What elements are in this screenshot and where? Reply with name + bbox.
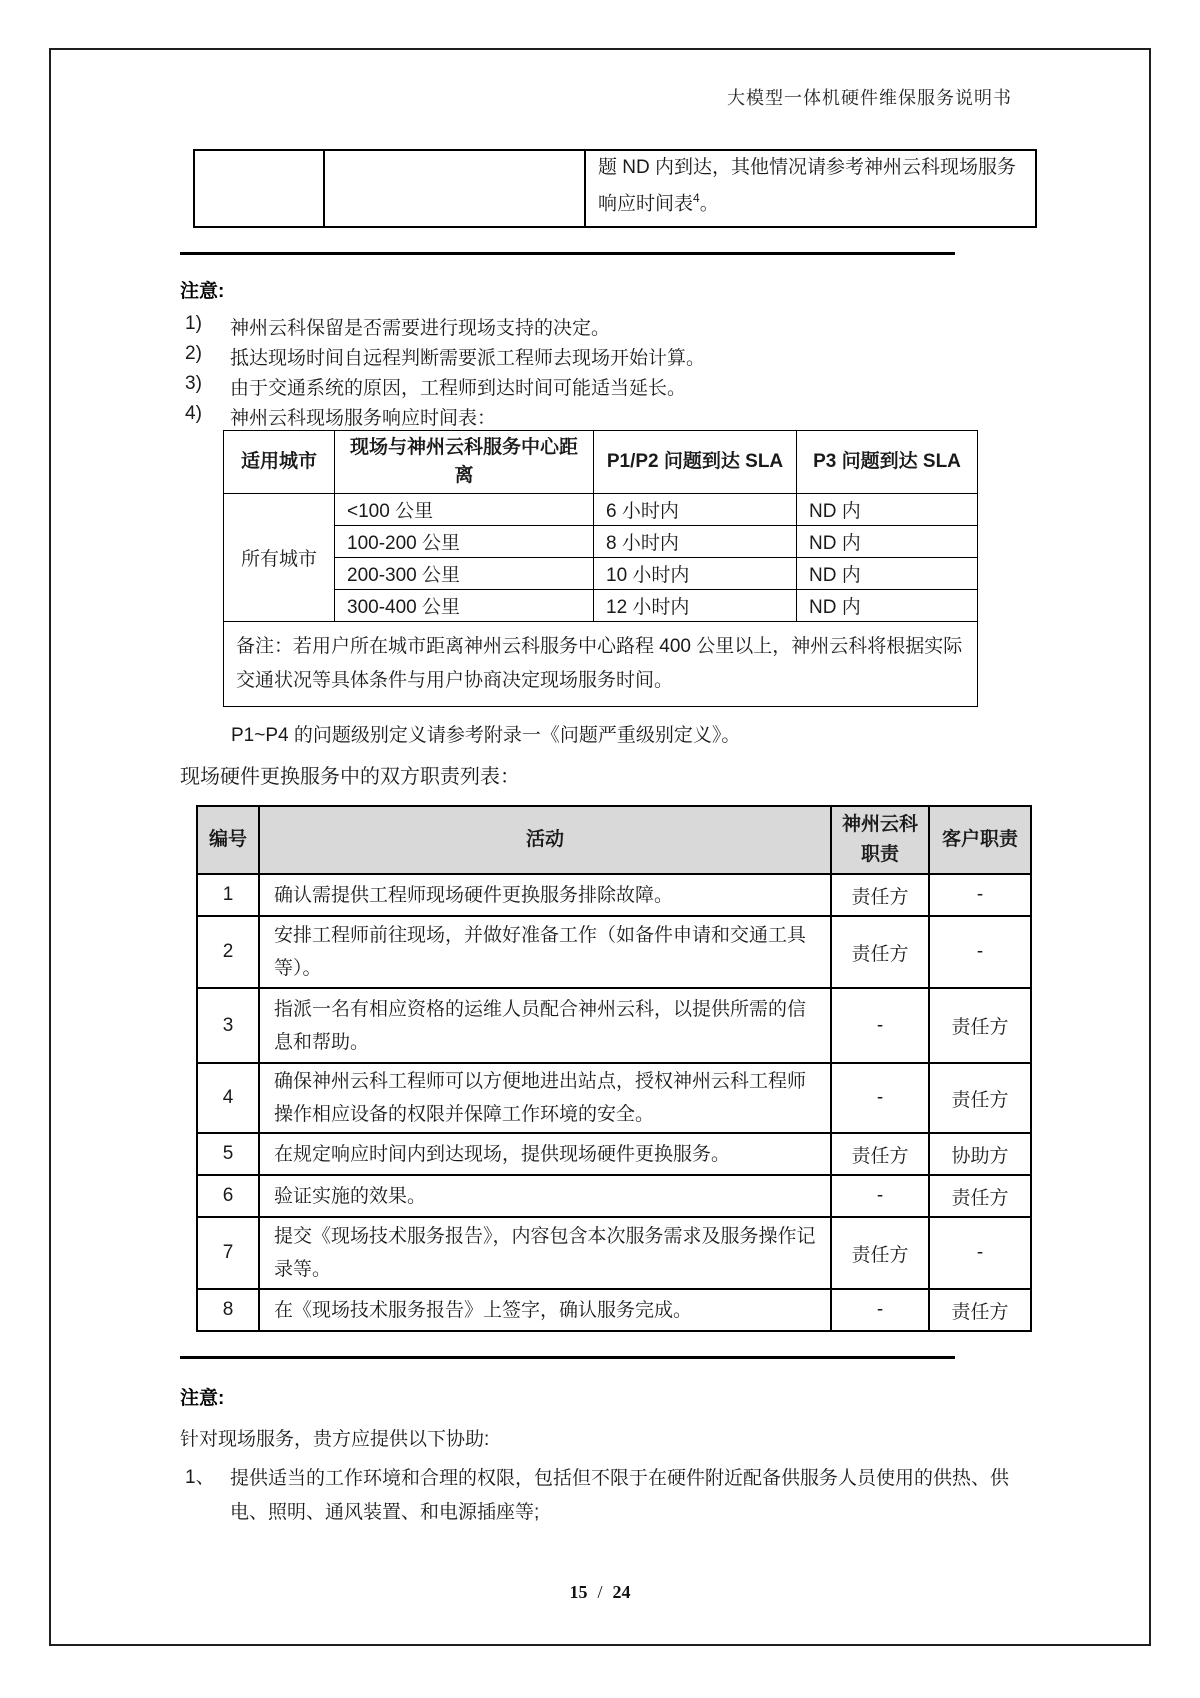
- note-label: 注意:: [180, 281, 225, 302]
- customer-duty-cell: 责任方: [929, 988, 1031, 1063]
- footnote-ref: 4: [693, 191, 700, 205]
- activity-cell: 确保神州云科工程师可以方便地进出站点，授权神州云科工程师操作相应设备的权限并保障工作环境的安全。: [259, 1063, 831, 1133]
- col-header-p3-sla: P3 问题到达 SLA: [797, 431, 978, 494]
- customer-duty-cell: -: [929, 874, 1031, 916]
- table-header-row: [197, 806, 1031, 874]
- dc-duty-cell: 责任方: [831, 1133, 929, 1175]
- p3-cell: ND 内: [797, 526, 978, 558]
- table-row: [197, 1063, 1031, 1133]
- row-number: 3: [197, 988, 259, 1063]
- responsibility-table: [196, 805, 1032, 1332]
- table-row: [224, 590, 978, 622]
- row-number: 5: [197, 1133, 259, 1175]
- list-item-text: 神州云科现场服务响应时间表：: [230, 408, 497, 429]
- responsibility-section-heading: 现场硬件更换服务中的双方职责列表：: [180, 766, 520, 788]
- p12-cell: 8 小时内: [594, 526, 797, 558]
- continued-text-end: 。: [699, 193, 719, 215]
- customer-duty-cell: 协助方: [929, 1133, 1031, 1175]
- p12-cell: 6 小时内: [594, 494, 797, 526]
- col-header-activity: 活动: [259, 806, 831, 874]
- col-header-number: 编号: [197, 806, 259, 874]
- assistance-intro-text: 针对现场服务，贵方应提供以下协助:: [180, 1429, 490, 1450]
- col-header-city: 适用城市: [224, 431, 335, 494]
- dc-duty-cell: -: [831, 1063, 929, 1133]
- dc-duty-cell: -: [831, 1175, 929, 1217]
- section-divider-line: [180, 252, 955, 255]
- page-number-total: 24: [612, 1582, 631, 1602]
- distance-cell: 300-400 公里: [335, 590, 594, 622]
- list-item-number: 4): [185, 403, 202, 424]
- list-item-number: 3): [185, 373, 202, 394]
- city-cell: 所有城市: [224, 494, 335, 622]
- row-number: 2: [197, 916, 259, 988]
- table-header-row: [224, 431, 978, 494]
- priority-definition-note: P1~P4 的问题级别定义请参考附录一《问题严重级别定义》。: [231, 725, 741, 746]
- row-number: 6: [197, 1175, 259, 1217]
- list-item-number: 2): [185, 343, 202, 364]
- col-header-dc-duty: 神州云科职责: [831, 806, 929, 874]
- continued-text: 题 ND 内到达，其他情况请参考神州云科现场服务响应时间表: [598, 157, 1017, 215]
- dc-duty-cell: 责任方: [831, 874, 929, 916]
- customer-duty-cell: -: [929, 1217, 1031, 1289]
- page-number-current: 15: [569, 1582, 588, 1602]
- note-label: 注意:: [180, 1388, 225, 1409]
- p3-cell: ND 内: [797, 590, 978, 622]
- table-row: [197, 874, 1031, 916]
- p12-cell: 10 小时内: [594, 558, 797, 590]
- p12-cell: 12 小时内: [594, 590, 797, 622]
- list-item-number: 1、: [185, 1467, 215, 1488]
- customer-duty-cell: -: [929, 916, 1031, 988]
- row-number: 4: [197, 1063, 259, 1133]
- row-number: 7: [197, 1217, 259, 1289]
- empty-cell: [324, 150, 585, 227]
- customer-duty-cell: 责任方: [929, 1063, 1031, 1133]
- activity-cell: 在《现场技术服务报告》上签字，确认服务完成。: [259, 1289, 831, 1331]
- distance-cell: <100 公里: [335, 494, 594, 526]
- customer-duty-cell: 责任方: [929, 1289, 1031, 1331]
- table-row: [224, 558, 978, 590]
- col-header-p12-sla: P1/P2 问题到达 SLA: [594, 431, 797, 494]
- table-row: [224, 494, 978, 526]
- row-number: 1: [197, 874, 259, 916]
- distance-cell: 100-200 公里: [335, 526, 594, 558]
- list-item-text: 抵达现场时间自远程判断需要派工程师去现场开始计算。: [230, 348, 706, 369]
- activity-cell: 安排工程师前往现场，并做好准备工作（如备件申请和交通工具等）。: [259, 916, 831, 988]
- page-number-separator: /: [597, 1582, 603, 1602]
- table-row: [197, 1289, 1031, 1331]
- activity-cell: 在规定响应时间内到达现场，提供现场硬件更换服务。: [259, 1133, 831, 1175]
- p3-cell: ND 内: [797, 558, 978, 590]
- p3-cell: ND 内: [797, 494, 978, 526]
- col-header-distance: 现场与神州云科服务中心距离: [335, 431, 594, 494]
- document-header-title: 大模型一体机硬件维保服务说明书: [727, 88, 1012, 108]
- table-row: [197, 916, 1031, 988]
- list-item-text: 由于交通系统的原因，工程师到达时间可能适当延长。: [230, 378, 687, 399]
- activity-cell: 验证实施的效果。: [259, 1175, 831, 1217]
- continued-text-cell: [585, 150, 1036, 227]
- customer-duty-cell: 责任方: [929, 1175, 1031, 1217]
- top-partial-table: [193, 149, 1037, 228]
- table-row: [197, 1133, 1031, 1175]
- empty-cell: [194, 150, 324, 227]
- dc-duty-cell: -: [831, 1289, 929, 1331]
- table-row: [197, 1175, 1031, 1217]
- table-row: [224, 526, 978, 558]
- list-item-text: 神州云科保留是否需要进行现场支持的决定。: [230, 318, 611, 339]
- section-divider-line: [180, 1356, 955, 1359]
- activity-cell: 确认需提供工程师现场硬件更换服务排除故障。: [259, 874, 831, 916]
- activity-cell: 指派一名有相应资格的运维人员配合神州云科，以提供所需的信息和帮助。: [259, 988, 831, 1063]
- dc-duty-cell: -: [831, 988, 929, 1063]
- dc-duty-cell: 责任方: [831, 1217, 929, 1289]
- activity-cell: 提交《现场技术服务报告》，内容包含本次服务需求及服务操作记录等。: [259, 1217, 831, 1289]
- list-item-number: 1): [185, 313, 202, 334]
- dc-duty-cell: 责任方: [831, 916, 929, 988]
- distance-cell: 200-300 公里: [335, 558, 594, 590]
- list-item-text: 提供适当的工作环境和合理的权限，包括但不限于在硬件附近配备供服务人员使用的供热、供电、照明、通风装置、和电源插座等;: [230, 1468, 1010, 1523]
- table-row: [197, 988, 1031, 1063]
- table-row: [194, 150, 1036, 227]
- remark-cell: 备注：若用户所在城市距离神州云科服务中心路程 400 公里以上，神州云科将根据实际交通状况等具体条件与用户协商决定现场服务时间。: [224, 622, 978, 707]
- table-row: [197, 1217, 1031, 1289]
- table-remark-row: [224, 622, 978, 707]
- sla-response-time-table: [223, 430, 978, 707]
- page-footer: [49, 1582, 1151, 1603]
- row-number: 8: [197, 1289, 259, 1331]
- col-header-customer-duty: 客户职责: [929, 806, 1031, 874]
